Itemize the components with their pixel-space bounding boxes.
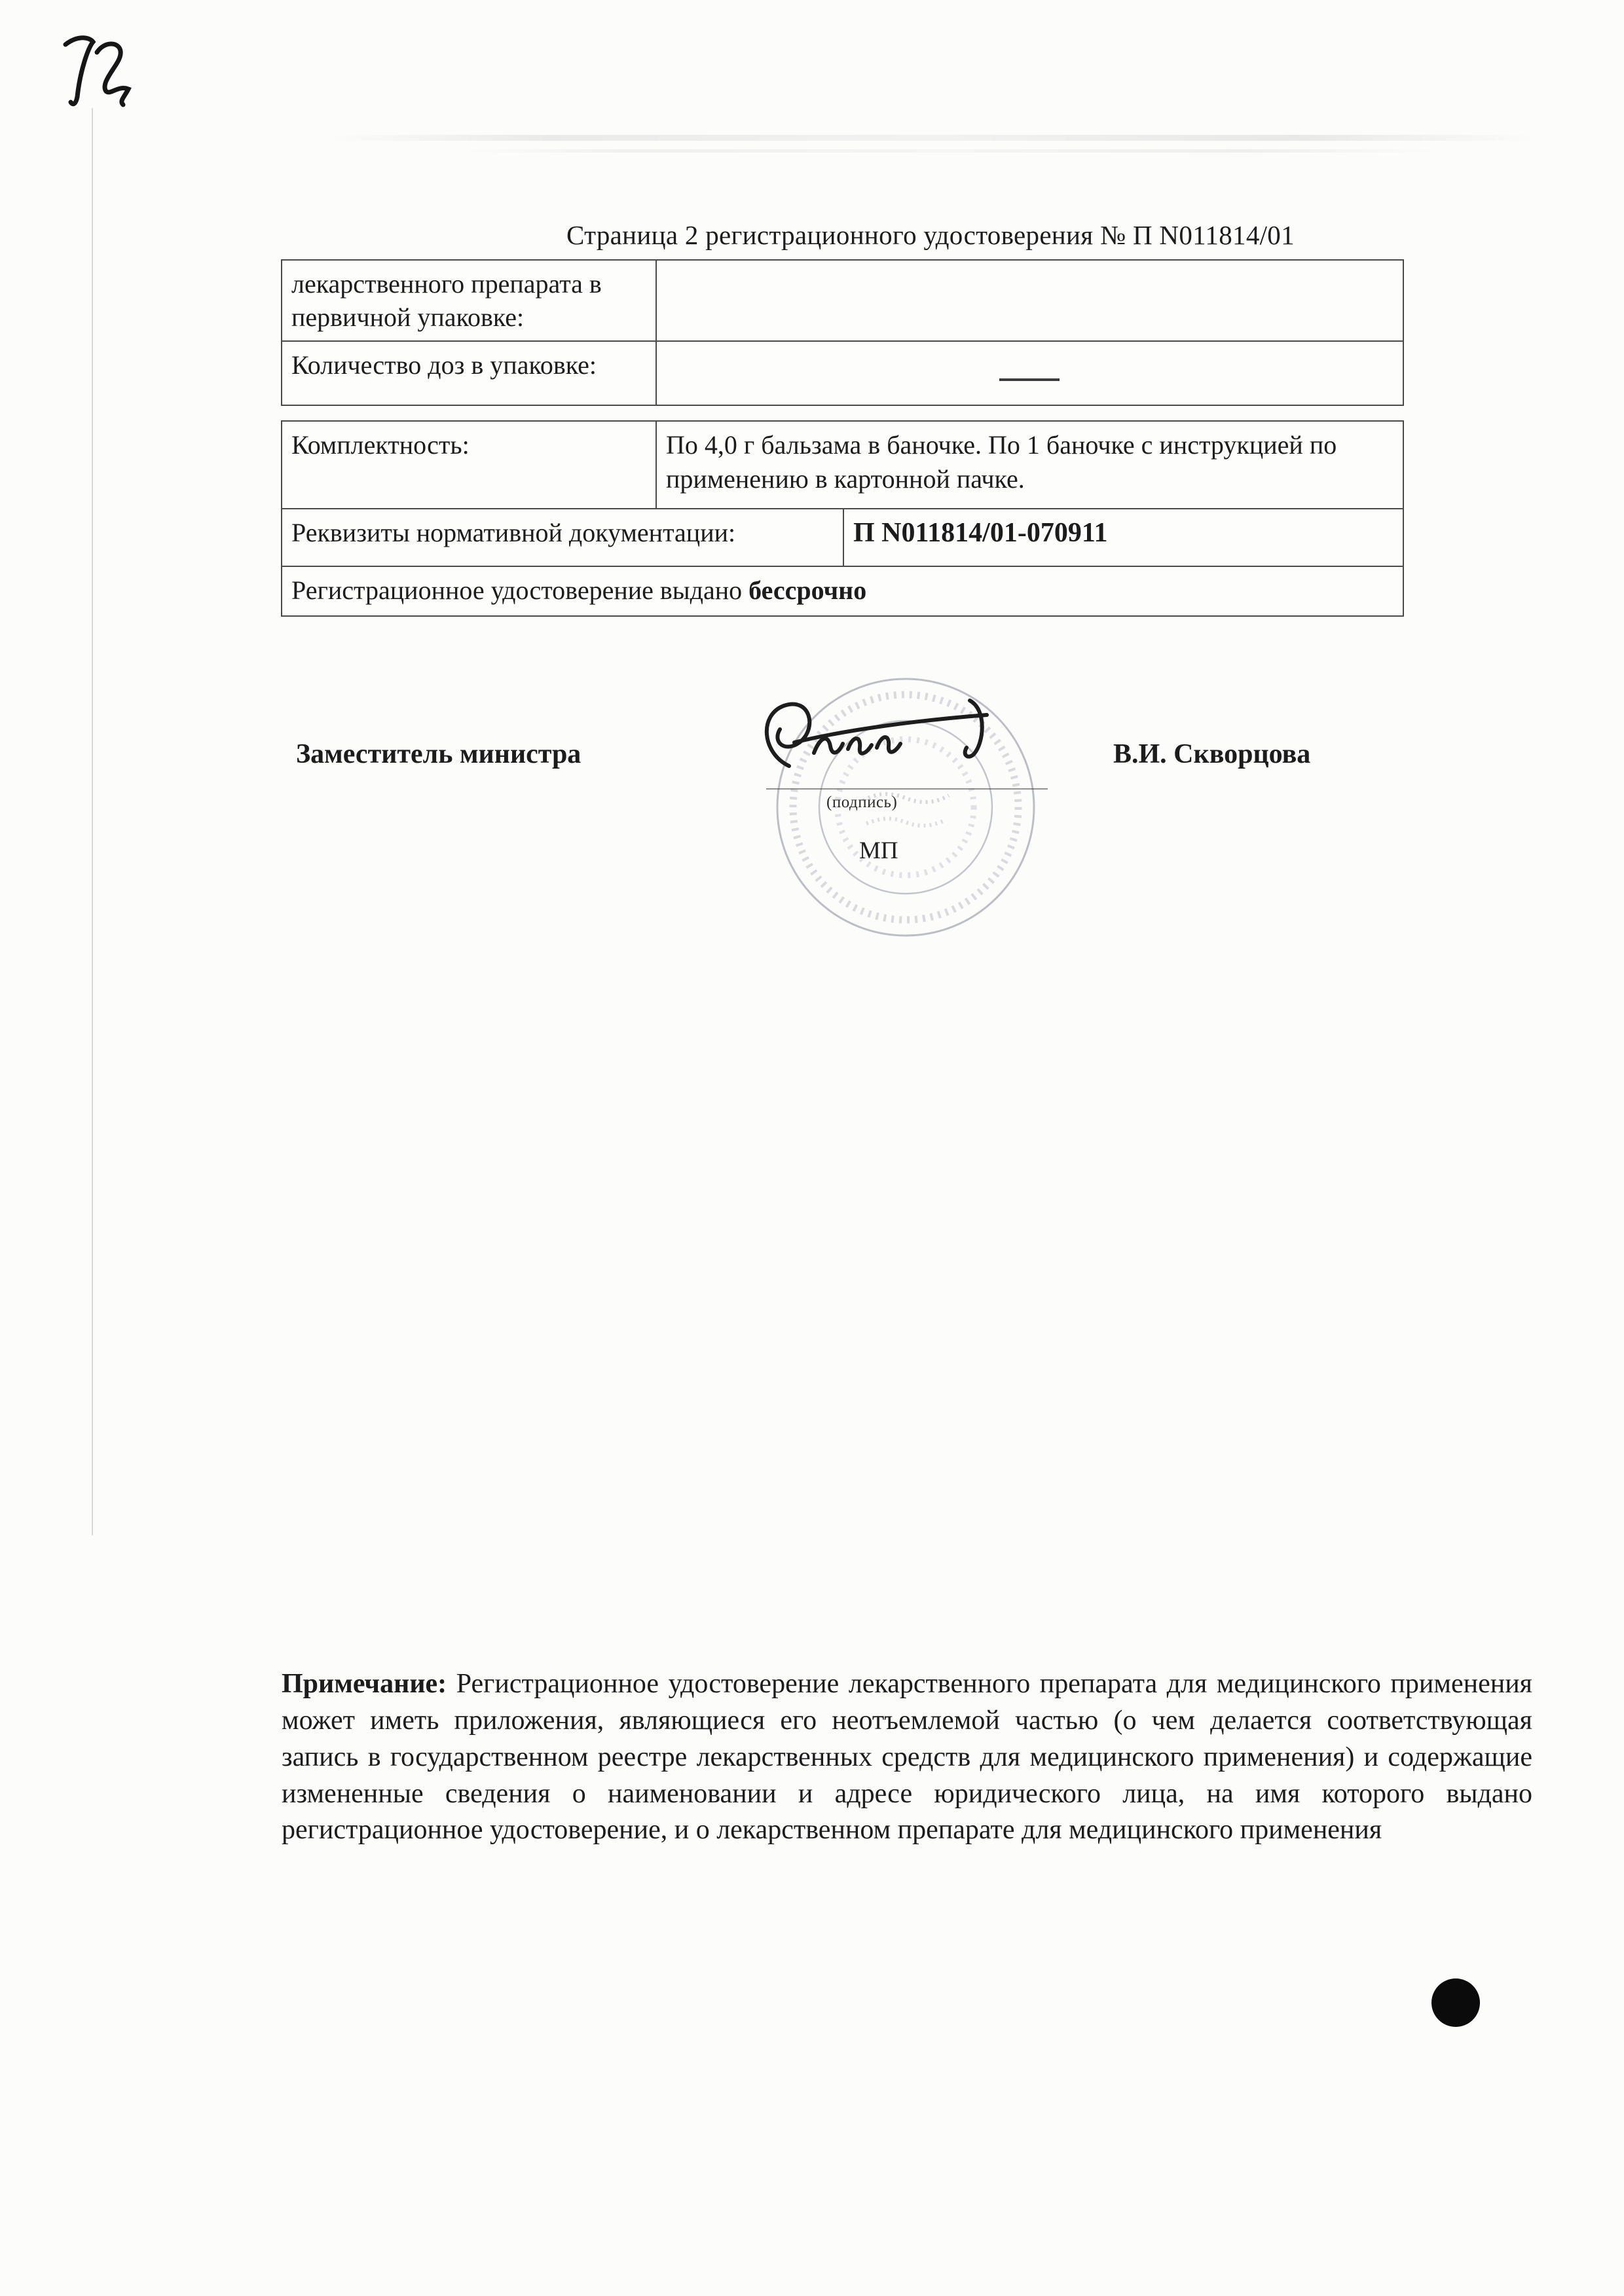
table-row — [281, 508, 1404, 567]
handwritten-mark — [51, 26, 149, 118]
row-label: Количество доз в упаковке: — [282, 342, 657, 405]
blank-dash-line — [999, 378, 1060, 381]
note-paragraph — [282, 1666, 1532, 1849]
row-value — [657, 342, 1403, 405]
scan-streak — [327, 135, 1539, 141]
row-label: лекарственного препарата в первичной упаковке: — [282, 261, 657, 340]
signatory-position-title: Заместитель министра — [296, 739, 581, 769]
row-value: П N011814/01-070911 — [853, 518, 1108, 549]
page-header: Страница 2 регистрационного удостоверения № П N011814/01 — [566, 220, 1295, 250]
validity-text — [282, 567, 1403, 615]
note-body: Регистрационное удостоверение лекарственного препарата для медицинского применения может иметь приложения, являющиеся его неотъемлемой частью (о чем делается соответствующая запись в государственном реестре лекарственных средств для медицинского применения) и содержащие измененные сведения о наименовании и адресе юридического лица, на имя которого выдано регистрационное удостоверение, и о лекарственном препарате для медицинского применения — [282, 1669, 1532, 1846]
note-label: Примечание: — [282, 1669, 447, 1699]
row-value — [657, 261, 1403, 340]
table-row — [281, 420, 1404, 509]
scan-streak — [458, 149, 1441, 153]
row-label: Комплектность: — [282, 422, 657, 508]
signatory-name: В.И. Скворцова — [1113, 739, 1311, 769]
validity-term: бессрочно — [748, 575, 867, 606]
row-value: По 4,0 г бальзама в баночке. По 1 баночке с инструкцией по применению в картонной пачке. — [666, 430, 1337, 494]
signature-rule-line — [766, 788, 1048, 790]
validity-prefix: Регистрационное удостоверение выдано — [291, 575, 749, 606]
row-label: Реквизиты нормативной документации: — [282, 509, 844, 566]
table-row — [281, 340, 1404, 406]
table-row — [281, 259, 1404, 342]
table-row-validity — [281, 566, 1404, 617]
signature-caption: (подпись) — [826, 793, 898, 811]
scan-punch-dot — [1431, 1978, 1480, 2027]
registration-table — [281, 261, 1404, 617]
seal-place-label: МП — [859, 837, 898, 864]
scan-fold-line — [92, 108, 93, 1535]
signature — [743, 687, 1025, 799]
